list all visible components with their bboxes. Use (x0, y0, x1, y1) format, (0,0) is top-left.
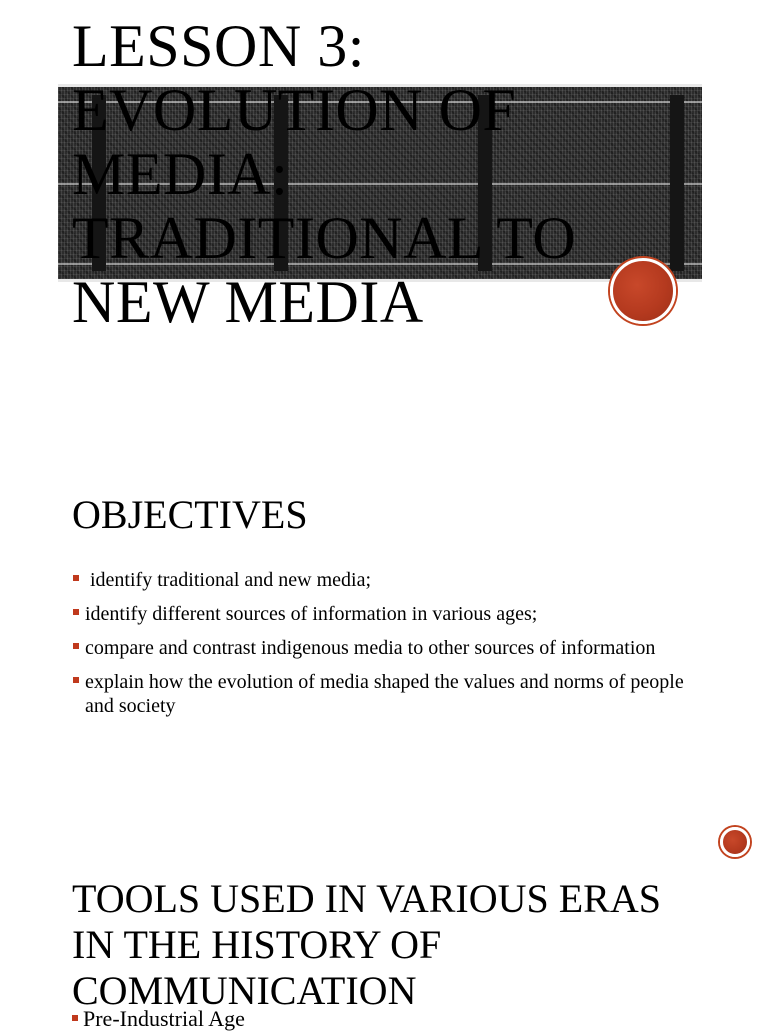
objective-text: identify traditional and new media; (85, 569, 372, 591)
square-bullet-icon (73, 643, 79, 649)
tools-slide (0, 820, 768, 1031)
square-bullet-icon (73, 677, 79, 683)
objectives-heading: OBJECTIVES (72, 492, 308, 537)
square-bullet-icon (73, 575, 79, 581)
list-item (72, 670, 712, 718)
objective-text: identify different sources of information in various ages; (85, 603, 538, 625)
list-item (72, 1006, 245, 1032)
objectives-list (72, 568, 712, 728)
title-slide (0, 0, 768, 360)
list-item (72, 568, 712, 592)
tools-heading: TOOLS USED IN VARIOUS ERAS IN THE HISTORY OF COMMUNICATION (72, 876, 661, 1013)
era-label: Pre-Industrial Age (83, 1006, 245, 1031)
objectives-slide (0, 440, 768, 800)
square-bullet-icon (73, 609, 79, 615)
square-bullet-icon (72, 1015, 78, 1021)
objective-text: compare and contrast indigenous media to other sources of information (85, 637, 656, 659)
lesson-title: LESSON 3: EVOLUTION OF MEDIA: TRADITIONAL TO NEW MEDIA (72, 13, 577, 335)
accent-circle (610, 258, 676, 324)
objective-text: explain how the evolution of media shaped the values and norms of people and society (85, 671, 684, 717)
list-item (72, 602, 712, 626)
list-item (72, 636, 712, 660)
